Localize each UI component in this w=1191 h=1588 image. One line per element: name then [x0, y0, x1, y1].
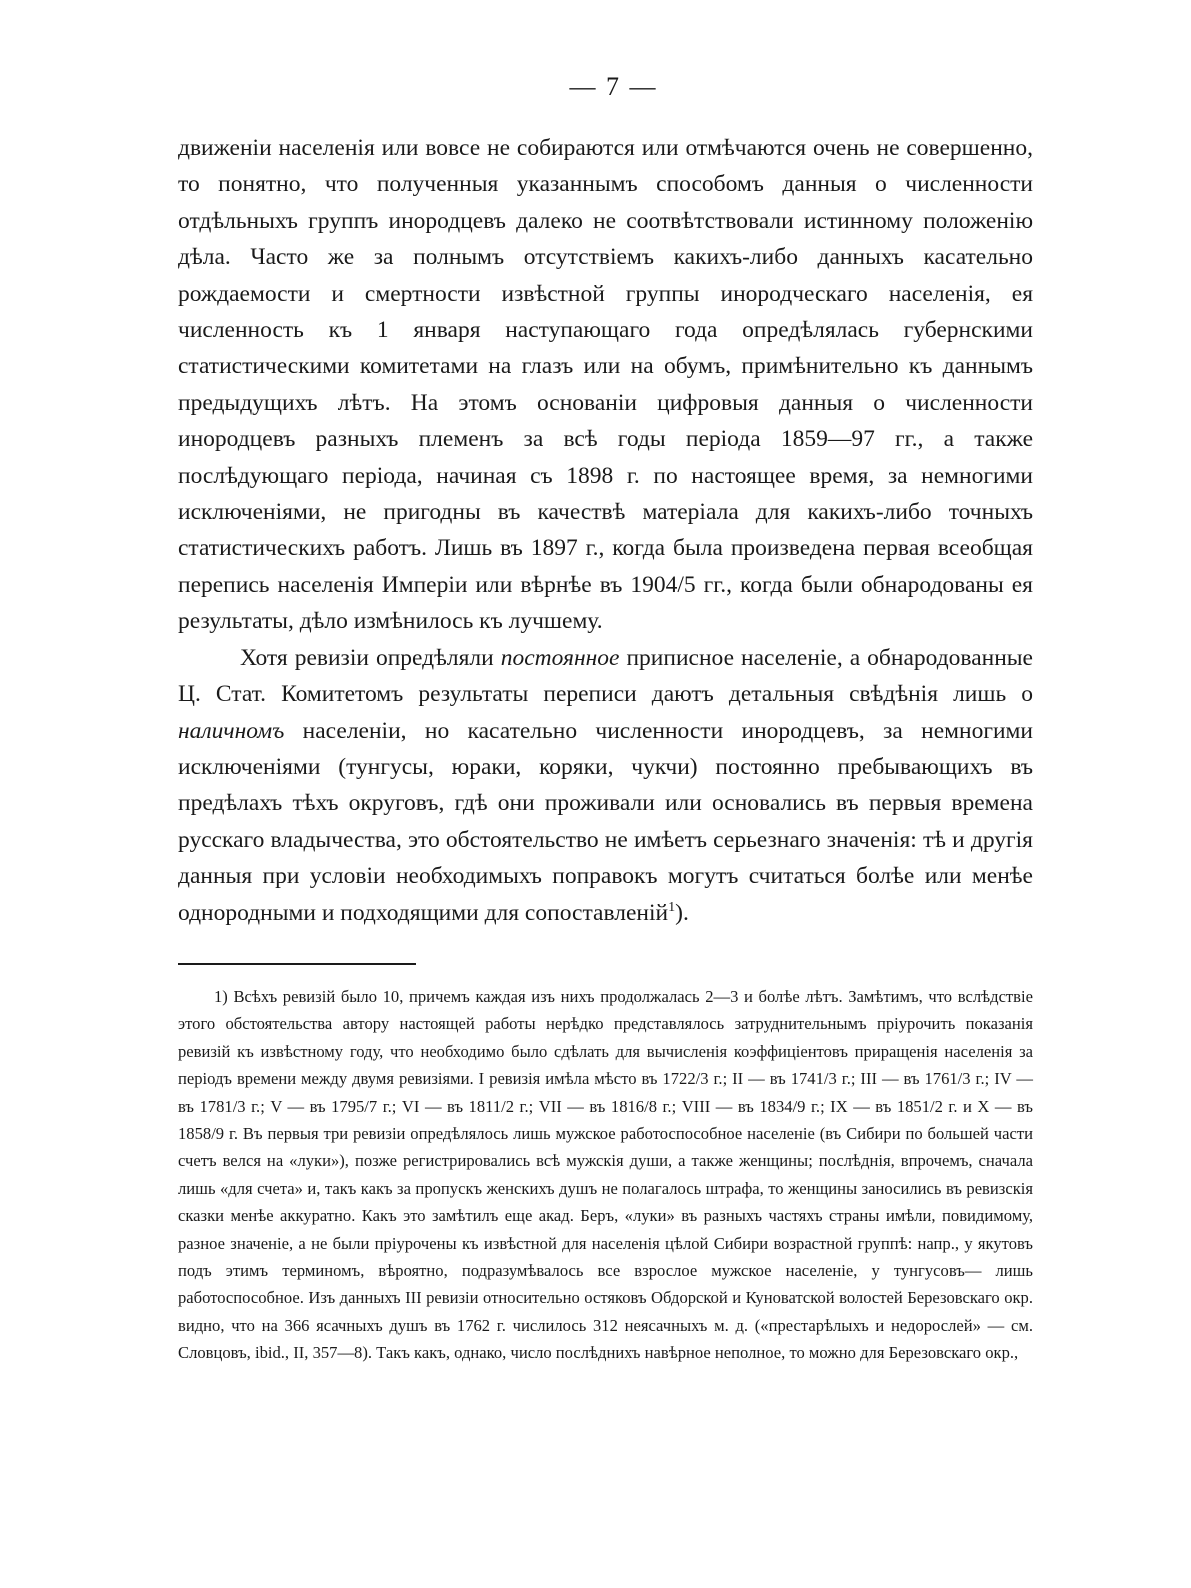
- footnote-text: 1) Всѣхъ ревизiй было 10, причемъ каждая изъ нихъ продолжалась 2—3 и болѣе лѣтъ. Замѣтимъ, что вслѣдствiе этого обстоятельства автору настоящей работы нерѣдко представлялось затруднительнымъ прiурочить показанiя ревизiй къ извѣстному году, что необходимо было сдѣлать для вычисленiя коэффицiентовъ приращенiя населенiя за перiодъ времени между двумя ревизiями. I ревизiя имѣла мѣсто въ 1722/3 г.; II — въ 1741/3 г.; III — въ 1761/3 г.; IV — въ 1781/3 г.; V — въ 1795/7 г.; VI — въ 1811/2 г.; VII — въ 1816/8 г.; VIII — въ 1834/9 г.; IX — въ 1851/2 г. и X — въ 1858/9 г. Въ первыя три ревизiи опредѣлялось лишь мужское работоспособное населенiе (въ Сибири по большей части счетъ велся на «луки»), позже регистрировались всѣ мужскiя души, а также женщины; послѣднiя, впрочемъ, сначала лишь «для счета» и, такъ какъ за пропускъ женскихъ душъ не полагалось штрафа, то женщины заносились въ ревизскiя сказки менѣе аккуратно. Какъ это замѣтилъ еще акад. Беръ, «луки» въ разныхъ частяхъ страны имѣли, повидимому, разное значенiе, а не были прiурочены къ извѣстной для населенiя цѣлой Сибири возрастной группѣ: напр., у якутовъ подъ этимъ терминомъ, вѣроятно, подразумѣвалось все взрослое мужское населенiе, у тунгусовъ— лишь работоспособное. Изъ данныхъ III ревизiи относительно остяковъ Обдорской и Куноватской волостей Березовскаго окр. видно, что на 366 ясачныхъ душъ въ 1762 г. числилось 312 неясачныхъ м. д. («престарѣлыхъ и недорослей» — см. Словцовъ, ibid., II, 357—8). Такъ какъ, однако, число послѣднихъ навѣрное неполное, то можно для Березовскаго окр.,: [178, 986, 1033, 1363]
- paragraph: [178, 640, 1033, 931]
- page-number: — 7 —: [569, 72, 658, 101]
- text-span: приписное населенiе, а обнародованные Ц. Стат. Комитетомъ результаты переписи даютъ детальныя свѣдѣнiя лишь о: [178, 644, 1033, 708]
- footnote-reference: 1: [668, 898, 676, 915]
- footnote: [178, 983, 1033, 1367]
- paragraph: движенiи населенiя или вовсе не собираются или отмѣчаются очень не совершенно, то понятно, что полученныя указаннымъ способомъ данныя о численности отдѣльныхъ группъ инородцевъ далеко не соотвѣтствовали истинному положенiю дѣла. Часто же за полнымъ отсутствiемъ какихъ-либо данныхъ касательно рождаемости и смертности извѣстной группы инородческаго населенiя, ея численность къ 1 января наступающаго года опредѣлялась губернскими статистическими комитетами на глазъ или на обумъ, примѣнительно къ даннымъ предыдущихъ лѣтъ. На этомъ основанiи цифровыя данныя о численности инородцевъ разныхъ племенъ за всѣ годы перiода 1859—97 гг., а также послѣдующаго перiода, начиная съ 1898 г. по настоящее время, за немногими исключенiями, не пригодны въ качествѣ матерiала для какихъ-либо точныхъ статистическихъ работъ. Лишь въ 1897 г., когда была произведена первая всеобщая перепись населенiя Имперiи или вѣрнѣе въ 1904/5 гг., когда были обнародованы ея результаты, дѣло измѣнилось къ лучшему.: [178, 135, 1033, 635]
- emphasis: постоянное: [500, 644, 620, 671]
- text-span: Хотя ревизiи опредѣляли: [240, 644, 501, 671]
- main-text: [178, 130, 1033, 931]
- document-page: [178, 72, 1033, 1367]
- text-span: населенiи, но касательно численности инородцевъ, за немногими исключенiями (тунгусы, юраки, коряки, чукчи) постоянно пребывающихъ въ предѣлахъ тѣхъ округовъ, гдѣ они проживали или основались въ первыя времена русскаго владычества, это обстоятельство не имѣетъ серьезнаго значенiя: тѣ и другiя данныя при условiи необходимыхъ поправокъ могутъ считаться болѣе или менѣе однородными и подходящими для сопоставленiй: [178, 717, 1033, 926]
- emphasis: наличномъ: [178, 717, 285, 744]
- text-span: ).: [675, 899, 689, 926]
- footnote-divider: [178, 963, 416, 965]
